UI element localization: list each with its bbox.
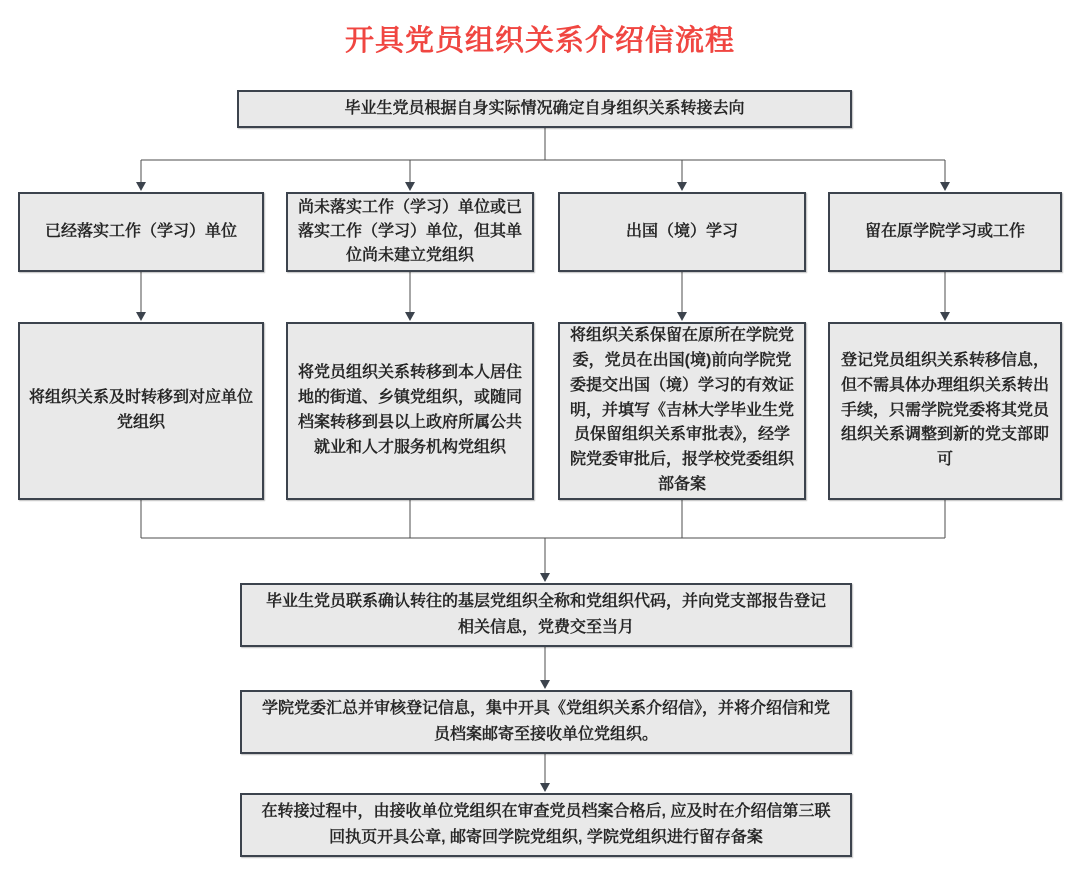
action-box-4-label: 登记党员组织关系转移信息，但不需具体办理组织关系转出手续，只需学院党委将其党员组织关系调整到新的党支部即可 [840,352,1049,469]
condition-box-2 [286,192,534,272]
condition-box-4 [828,192,1062,272]
step-box-3 [240,793,852,857]
condition-box-4-label: 留在原学院学习或工作 [864,223,1025,240]
step-box-2 [240,690,852,754]
condition-box-1 [18,192,264,272]
action-box-3 [558,322,806,500]
condition-box-2-label: 尚未落实工作（学习）单位或已落实工作（学习）单位，但其单位尚未建立党组织 [297,199,522,264]
condition-box-3 [558,192,806,272]
start-box [237,90,852,128]
action-box-3-label: 将组织关系保留在原所在学院党委，党员在出国(境)前向学院党委提交出国（境）学习的有效证明，并填写《吉林大学毕业生党员保留组织关系审批表》，经学院党委审批后，报学校党委组织部备案 [569,327,794,493]
step-box-1-label: 毕业生党员联系确认转往的基层党组织全称和党组织代码，并向党支部报告登记相关信息，党费交至当月 [265,593,826,636]
action-box-1-label: 将组织关系及时转移到对应单位党组织 [28,389,253,431]
page-title: 开具党员组织关系介绍信流程 [344,25,735,57]
action-box-2-label: 将党员组织关系转移到本人居住地的街道、乡镇党组织，或随同档案转移到县以上政府所属公共就业和人才服务机构党组织 [297,364,522,456]
step-box-1 [240,583,852,647]
action-box-2 [286,322,534,500]
action-box-1 [18,322,264,500]
condition-box-3-label: 出国（境）学习 [625,223,738,240]
condition-box-1-label: 已经落实工作（学习）单位 [44,223,237,240]
start-box-label: 毕业生党员根据自身实际情况确定自身组织关系转接去向 [344,100,745,117]
action-box-4 [828,322,1062,500]
step-box-3-label: 在转接过程中，由接收单位党组织在审查党员档案合格后, 应及时在介绍信第三联回执页开具公章, 邮寄回学院党组织, 学院党组织进行留存备案 [261,803,831,846]
step-box-2-label: 学院党委汇总并审核登记信息，集中开具《党组织关系介绍信》，并将介绍信和党员档案邮寄至接收单位党组织。 [261,700,830,743]
